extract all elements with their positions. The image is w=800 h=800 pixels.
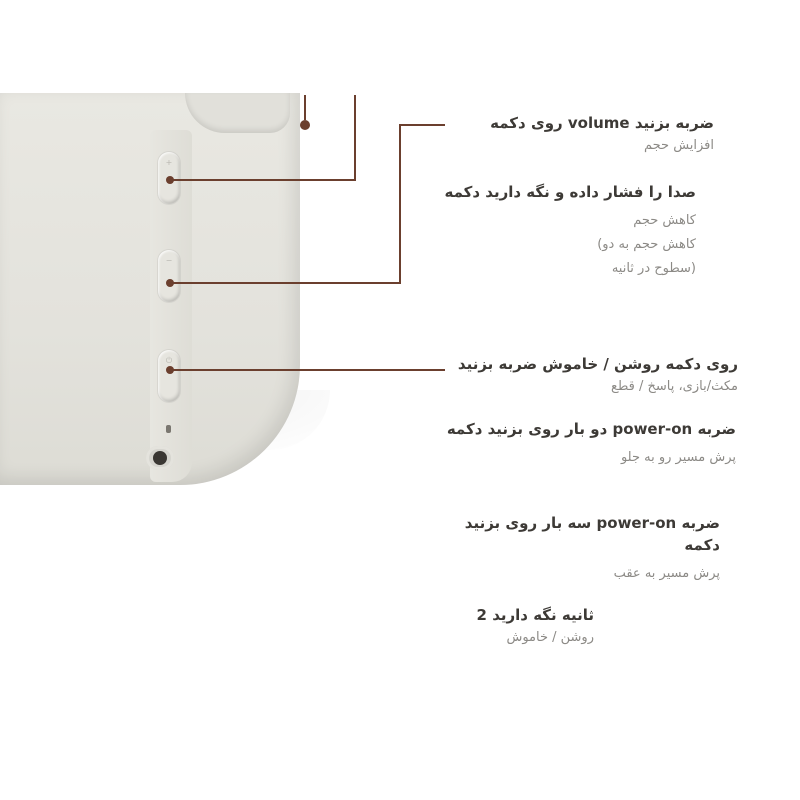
- label-sub: روشن / خاموش: [506, 630, 594, 645]
- volume-up-callout-line: [170, 95, 355, 180]
- label-sub: افزایش حجم: [643, 138, 714, 153]
- label-hold: [394, 604, 594, 650]
- label-title: روی دکمه روشن / خاموش ضربه بزنید: [457, 355, 738, 373]
- volume-down-callout-dot: [166, 279, 174, 287]
- label-sub: (سطوح در ثانیه: [611, 261, 696, 276]
- minus-glyph-icon: −: [165, 256, 173, 265]
- label-title: ضربه power-on سه بار روی بزنید دکمه: [464, 514, 720, 554]
- label-power: [438, 353, 738, 399]
- label-sub: کاهش حجم: [633, 213, 696, 228]
- label-sub: پرش مسیر به عقب: [613, 566, 720, 581]
- label-title: ضربه بزنید volume روی دکمه: [490, 114, 714, 132]
- label-sub: کاهش حجم به دو): [597, 237, 696, 252]
- power-glyph-icon: ⏻: [165, 356, 173, 365]
- label-triple-tap: [430, 512, 720, 586]
- label-volume-up: [414, 112, 714, 158]
- plus-glyph-icon: +: [165, 158, 173, 167]
- label-sub: مکث/بازی، پاسخ / قطع: [611, 379, 738, 394]
- label-volume-down: [426, 181, 696, 281]
- label-title: ثانیه نگه دارید 2: [476, 606, 594, 624]
- label-title: صدا را فشار داده و نگه دارید دکمه: [444, 183, 696, 201]
- label-sub: پرش مسیر رو به جلو: [620, 450, 736, 465]
- volume-down-callout-line: [170, 125, 445, 283]
- power-callout-dot: [166, 366, 174, 374]
- label-double-tap: [446, 418, 736, 470]
- label-title: ضربه power-on دو بار روی بزنید دکمه: [446, 420, 736, 438]
- hinge-callout-dot: [300, 120, 310, 130]
- volume-up-callout-dot: [166, 176, 174, 184]
